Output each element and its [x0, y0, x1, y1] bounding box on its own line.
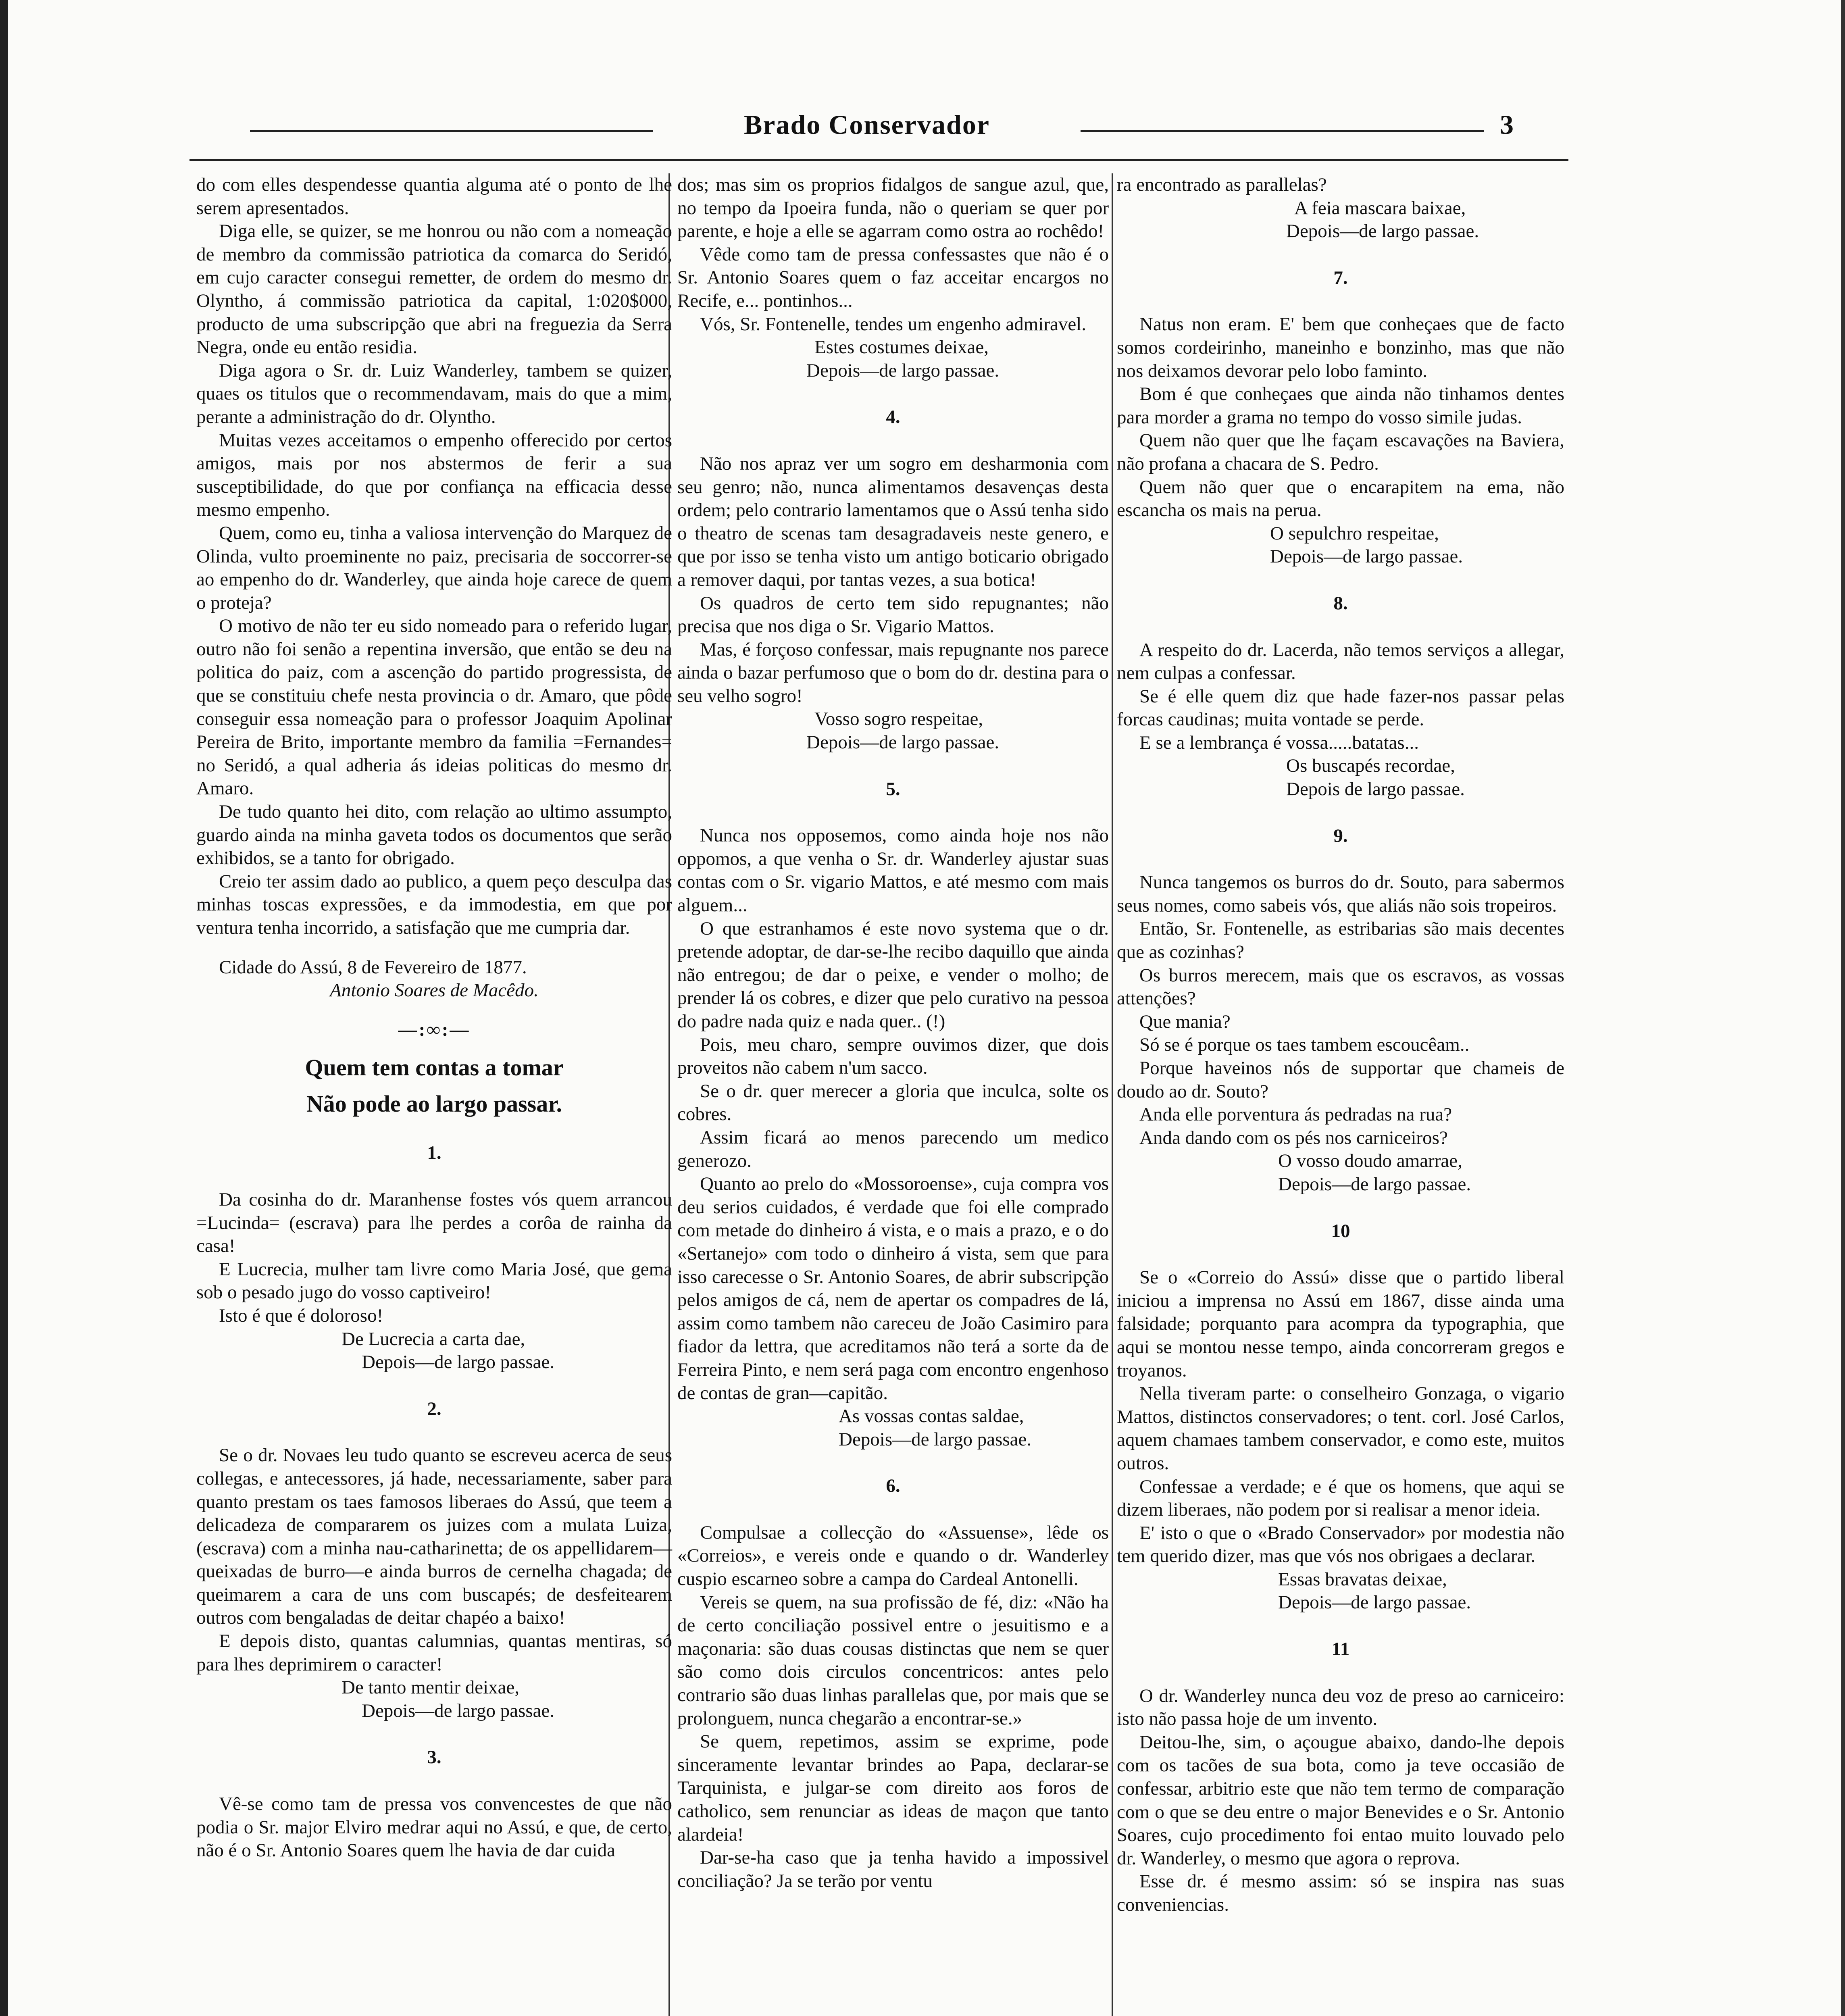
section-number: 7.	[1333, 267, 1348, 288]
paragraph: Se o dr. quer merecer a gloria que inculca, solte os cobres.	[677, 1080, 1109, 1125]
paragraph: Anda dando com os pés nos carniceiros?	[1139, 1127, 1448, 1148]
paragraph: Deitou-lhe, sim, o açougue abaixo, dando-lhe depois com os tacões de sua bota, como ja teve occasião de confessar, arbitrio este que não tem termo de comparação com o que se deu entre o major Benevides e o Sr. Antonio Soares, cujo procedimento foi entao muito louvado pelo dr. Wanderley, o mesmo que agora o reprova.	[1117, 1731, 1564, 1869]
paragraph: E Lucrecia, mulher tam livre como Maria José, que gema sob o pesado jugo do vosso captiveiro!	[196, 1258, 672, 1303]
paragraph: Vereis se quem, na sua profissão de fé, diz: «Não ha de certo conciliação possivel entre o jesuitismo e a maçonaria: são duas cousas distinctas que nem se quer são como dois circulos concentricos: antes pelo contrario são duas linhas parallelas que, por mais que se prolonguem, nunca chegarão a encontrar-se.»	[677, 1591, 1109, 1729]
column-2	[677, 173, 1109, 1893]
paragraph: Bom é que conheçaes que ainda não tinhamos dentes para morder a grama no tempo do vosso simile judas.	[1117, 383, 1564, 428]
section-number: 11	[1331, 1639, 1350, 1660]
paragraph: Nunca tangemos os burros do dr. Souto, para sabermos seus nomes, como sabeis vós, que aliás não sois tropeiros.	[1117, 872, 1564, 916]
paragraph: Nunca nos opposemos, como ainda hoje nos não oppomos, a que venha o Sr. dr. Wanderley ajustar suas contas com o Sr. vigario Mattos, e até mesmo com mais alguem...	[677, 825, 1109, 916]
paragraph: Isto é que é doloroso!	[219, 1305, 383, 1326]
paragraph: Dar-se-ha caso que ja tenha havido a impossivel conciliação? Ja se terão por ventu	[677, 1847, 1109, 1891]
refrain-line: Estes costumes deixae,	[814, 337, 989, 358]
paragraph: O dr. Wanderley nunca deu voz de preso ao carniceiro: isto não passa hoje de um invento.	[1117, 1685, 1564, 1730]
paragraph: Se quem, repetimos, assim se exprime, pode sinceramente levantar brindes ao Papa, declarar-se Tarquinista, e julgar-se com direito aos foros de catholico, sem renunciar as ideas de maçon que tanto alardeia!	[677, 1731, 1109, 1845]
header-rule-left	[250, 130, 653, 132]
paragraph: Vêde como tam de pressa confessastes que não é o Sr. Antonio Soares quem o faz acceitar encargos no Recife, e... pontinhos...	[677, 244, 1109, 311]
refrain-line: Depois de largo passae.	[1286, 779, 1465, 800]
refrain-line: Depois—de largo passae.	[1278, 1592, 1471, 1613]
paragraph: Quem não quer que lhe façam escavações na Baviera, não profana a chacara de S. Pedro.	[1117, 430, 1564, 474]
paragraph: Se o dr. Novaes leu tudo quanto se escreveu acerca de seus collegas, e antecessores, já hade, necessariamente, saber para quanto prestam os taes famosos liberaes do Assú, que teem a delicadeza de compararem os juizes com a mulata Luiza, (escrava) com a minha nau-catharinetta; de os appellidarem—queixadas de burro—e ainda burros de cernelha chagada; de queimarem a cara de uns com buscapés; de desfeitearem outros com bengaladas de deitar chapéo a baixo!	[196, 1445, 672, 1629]
paragraph: Nella tiveram parte: o conselheiro Gonzaga, o vigario Mattos, distinctos conservadores; o tent. corl. José Carlos, aquem chamaes tambem conservador, e como este, muitos outros.	[1117, 1383, 1564, 1474]
paragraph: Pois, meu charo, sempre ouvimos dizer, que dois proveitos não cabem n'um sacco.	[677, 1034, 1109, 1079]
paragraph: A respeito do dr. Lacerda, não temos serviços a allegar, nem culpas a confessar.	[1117, 639, 1564, 684]
paragraph: Os quadros de certo tem sido repugnantes; não precisa que nos diga o Sr. Vigario Mattos.	[677, 592, 1109, 637]
paragraph: do com elles despendesse quantia alguma até o ponto de lhe serem apresentados.	[196, 174, 672, 219]
ornament-divider: —:∞:—	[398, 1019, 471, 1040]
refrain-line: Depois—de largo passae.	[362, 1352, 555, 1373]
newspaper-title: Brado Conservador	[743, 109, 990, 140]
paragraph: Então, Sr. Fontenelle, as estribarias são mais decentes que as cozinhas?	[1117, 918, 1564, 963]
paragraph: Se é elle quem diz que hade fazer-nos passar pelas forcas caudinas; muita vontade se perde.	[1117, 685, 1564, 730]
paragraph: Compulsae a collecção do «Assuense», lêde os «Correios», e vereis onde e quando o dr. Wanderley cuspio escarneo sobre a campa do Cardeal Antonelli.	[677, 1522, 1109, 1590]
section-number: 6.	[886, 1475, 900, 1497]
paragraph: Assim ficará ao menos parecendo um medico generozo.	[677, 1127, 1109, 1171]
refrain-line: Vosso sogro respeitae,	[814, 708, 983, 730]
refrain-line: O vosso doudo amarrae,	[1278, 1150, 1462, 1172]
page-number: 3	[1500, 109, 1514, 140]
section-number: 9.	[1333, 825, 1348, 846]
paragraph: Se o «Correio do Assú» disse que o partido liberal iniciou a imprensa no Assú em 1867, disse ainda uma falsidade; porquanto para acompra da typographia, que aqui se montou nesse tempo, ainda concorreram gregos e troyanos.	[1117, 1267, 1564, 1381]
refrain-line: Depois—de largo passae.	[1270, 546, 1463, 567]
scan-edge-left	[0, 0, 8, 2016]
header-rule-right	[1081, 130, 1484, 132]
column-1	[196, 173, 672, 1862]
dateline: Cidade do Assú, 8 de Fevereiro de 1877.	[219, 956, 527, 978]
paragraph: ra encontrado as parallelas?	[1117, 174, 1327, 195]
paragraph: O motivo de não ter eu sido nomeado para o referido lugar, outro não foi senão a repentina inversão, que então se deu na politica do paiz, com a ascenção do partido progressista, de que se constituiu chefe nesta provincia o dr. Amaro, que pôde conseguir essa nomeação para o professor Joaquim Apolinar Pereira de Brito, importante membro da familia =Fernandes= no Seridó, a qual adheria ás ideias politicas do mesmo dr. Amaro.	[196, 615, 672, 799]
refrain-line: As vossas contas saldae,	[839, 1406, 1024, 1427]
signature: Antonio Soares de Macêdo.	[330, 980, 539, 1001]
refrain-line: Depois—de largo passae.	[1278, 1173, 1471, 1195]
paragraph: Esse dr. é mesmo assim: só se inspira nas suas conveniencias.	[1117, 1871, 1564, 1915]
refrain-line: A feia mascara baixae,	[1294, 197, 1466, 219]
section-number: 8.	[1333, 592, 1348, 614]
paragraph: Quem, como eu, tinha a valiosa intervenção do Marquez de Olinda, vulto proeminente no paiz, precisaria de soccorrer-se ao empenho do dr. Wanderley, que ainda hoje carece de quem o proteja?	[196, 522, 672, 613]
paragraph: Creio ter assim dado ao publico, a quem peço desculpa das minhas toscas expressões, e da immodestia, em que por ventura tenha incorrido, a satisfação que me cumpria dar.	[196, 871, 672, 938]
header-underline	[189, 159, 1568, 161]
section-number: 3.	[427, 1747, 441, 1768]
paragraph: E' isto o que o «Brado Conservador» por modestia não tem querido dizer, mas que vós nos obrigaes a declarar.	[1117, 1522, 1564, 1567]
refrain-line: Essas bravatas deixae,	[1278, 1568, 1447, 1590]
paragraph: Os burros merecem, mais que os escravos, as vossas attenções?	[1117, 964, 1564, 1009]
paragraph: O que estranhamos é este novo systema que o dr. pretende adoptar, de dar-se-lhe recibo daquillo que ainda não entregou; de dar o peixe, e vender o molho; de prender lá os cobres, e dizer que pelo curativo na pessoa do padre nada quiz e nada quer.. (!)	[677, 918, 1109, 1032]
page-header	[226, 109, 1556, 153]
paragraph: Vê-se como tam de pressa vos convencestes de que não podia o Sr. major Elviro medrar aqui no Assú, e que, de certo, não é o Sr. Antonio Soares quem lhe havia de dar cuida	[196, 1793, 672, 1861]
paragraph: Que mania?	[1139, 1011, 1231, 1032]
paragraph: Diga agora o Sr. dr. Luiz Wanderley, tambem se quizer, quaes os titulos que o recommendavam, mais do que a mim, perante a administração do dr. Olyntho.	[196, 360, 672, 427]
paragraph: Mas, é forçoso confessar, mais repugnante nos parece ainda o bazar perfumoso que o bom do dr. destina para o seu velho sogro!	[677, 639, 1109, 706]
section-number: 5.	[886, 778, 900, 800]
refrain-line: Depois—de largo passae.	[1286, 221, 1479, 242]
paragraph: Confessae a verdade; e é que os homens, que aqui se dizem liberaes, não podem por si realisar a menor ideia.	[1117, 1476, 1564, 1520]
refrain-line: De tanto mentir deixae,	[342, 1677, 520, 1698]
section-number: 2.	[427, 1398, 441, 1419]
section-number: 10	[1331, 1220, 1350, 1241]
paragraph: Só se é porque os taes tambem escoucêam..	[1139, 1034, 1470, 1056]
refrain-line: De Lucrecia a carta dae,	[342, 1328, 525, 1350]
refrain-line: Depois—de largo passae.	[839, 1429, 1032, 1450]
paragraph: E se a lembrança é vossa.....batatas...	[1139, 732, 1419, 753]
paragraph: Porque haveinos nós de supportar que chameis de doudo ao dr. Souto?	[1117, 1058, 1564, 1102]
paragraph: Diga elle, se quizer, se me honrou ou não com a nomeação de membro da commissão patriotica da comarca do Seridó, em cujo caracter consegui remetter, de ordem do mesmo dr. Olyntho, á commissão patriotica da capital, 1:020$000, producto de uma subscripção que abri na freguezia da Serra Negra, onde eu então residia.	[196, 221, 672, 358]
column-3	[1117, 173, 1564, 1917]
refrain-line: Os buscapés recordae,	[1286, 755, 1455, 777]
refrain-line: Depois—de largo passae.	[806, 732, 1000, 753]
paragraph: Quem não quer que o encarapitem na ema, não escancha os mais na perua.	[1117, 476, 1564, 521]
column-divider-2	[1112, 173, 1113, 2016]
section-number: 1.	[427, 1142, 441, 1164]
section-title-line-2: Não pode ao largo passar.	[306, 1091, 562, 1117]
paragraph: dos; mas sim os proprios fidalgos de sangue azul, que, no tempo da Ipoeira funda, não o queriam se quer por parente, e hoje a elle se agarram como ostra ao rochêdo!	[677, 174, 1109, 242]
refrain-line: O sepulchro respeitae,	[1270, 523, 1439, 544]
scan-edge-right	[1841, 0, 1845, 2016]
paragraph: Anda elle porventura ás pedradas na rua?	[1139, 1104, 1452, 1125]
paragraph: E depois disto, quantas calumnias, quantas mentiras, só para lhes deprimirem o caracter!	[196, 1631, 672, 1675]
refrain-line: Depois—de largo passae.	[806, 360, 1000, 381]
paragraph: Muitas vezes acceitamos o empenho offerecido por certos amigos, mais por nos abstermos de ferir a sua susceptibilidade, do que por confiança na efficacia desse mesmo empenho.	[196, 429, 672, 521]
section-title-line-1: Quem tem contas a tomar	[305, 1054, 564, 1081]
paragraph: Vós, Sr. Fontenelle, tendes um engenho admiravel.	[700, 313, 1087, 335]
paragraph: Da cosinha do dr. Maranhense fostes vós quem arrancou =Lucinda= (escrava) para lhe perdes a corôa de rainha da casa!	[196, 1189, 672, 1257]
paragraph: Quanto ao prelo do «Mossoroense», cuja compra vos deu serios cuidados, é verdade que foi elle comprado com metade do dinheiro á vista, e o mais a prazo, e o do «Sertanejo» com todo o dinheiro á vista, sem que para isso carecesse o Sr. Antonio Soares, de abrir subscripção pelos amigos de cá, nem de apertar os compadres de lá, assim como tambem não careceu de João Casimiro para fiador da lettra, que acreditamos não terá a sorte da de Ferreira Pinto, e nem será paga com encontro engenhoso de contas de gran—capitão.	[677, 1173, 1109, 1404]
section-number: 4.	[886, 406, 900, 428]
paragraph: Não nos apraz ver um sogro em desharmonia com seu genro; não, nunca alimentamos desavenças desta ordem; pelo contrario lamentamos que o Assú tenha sido o theatro de scenas tam desagradaveis neste genero, e que por isso se tenha visto um antigo boticario obrigado a remover daqui, por tantas vezes, a sua botica!	[677, 453, 1109, 590]
paragraph: Natus non eram. E' bem que conheçaes que de facto somos cordeirinho, maneinho e bonzinho, mas que não nos deixamos devorar pelo lobo faminto.	[1117, 314, 1564, 381]
paragraph: De tudo quanto hei dito, com relação ao ultimo assumpto, guardo ainda na minha gaveta todos os documentos que serão exhibidos, se a tanto for obrigado.	[196, 801, 672, 869]
refrain-line: Depois—de largo passae.	[362, 1700, 555, 1721]
